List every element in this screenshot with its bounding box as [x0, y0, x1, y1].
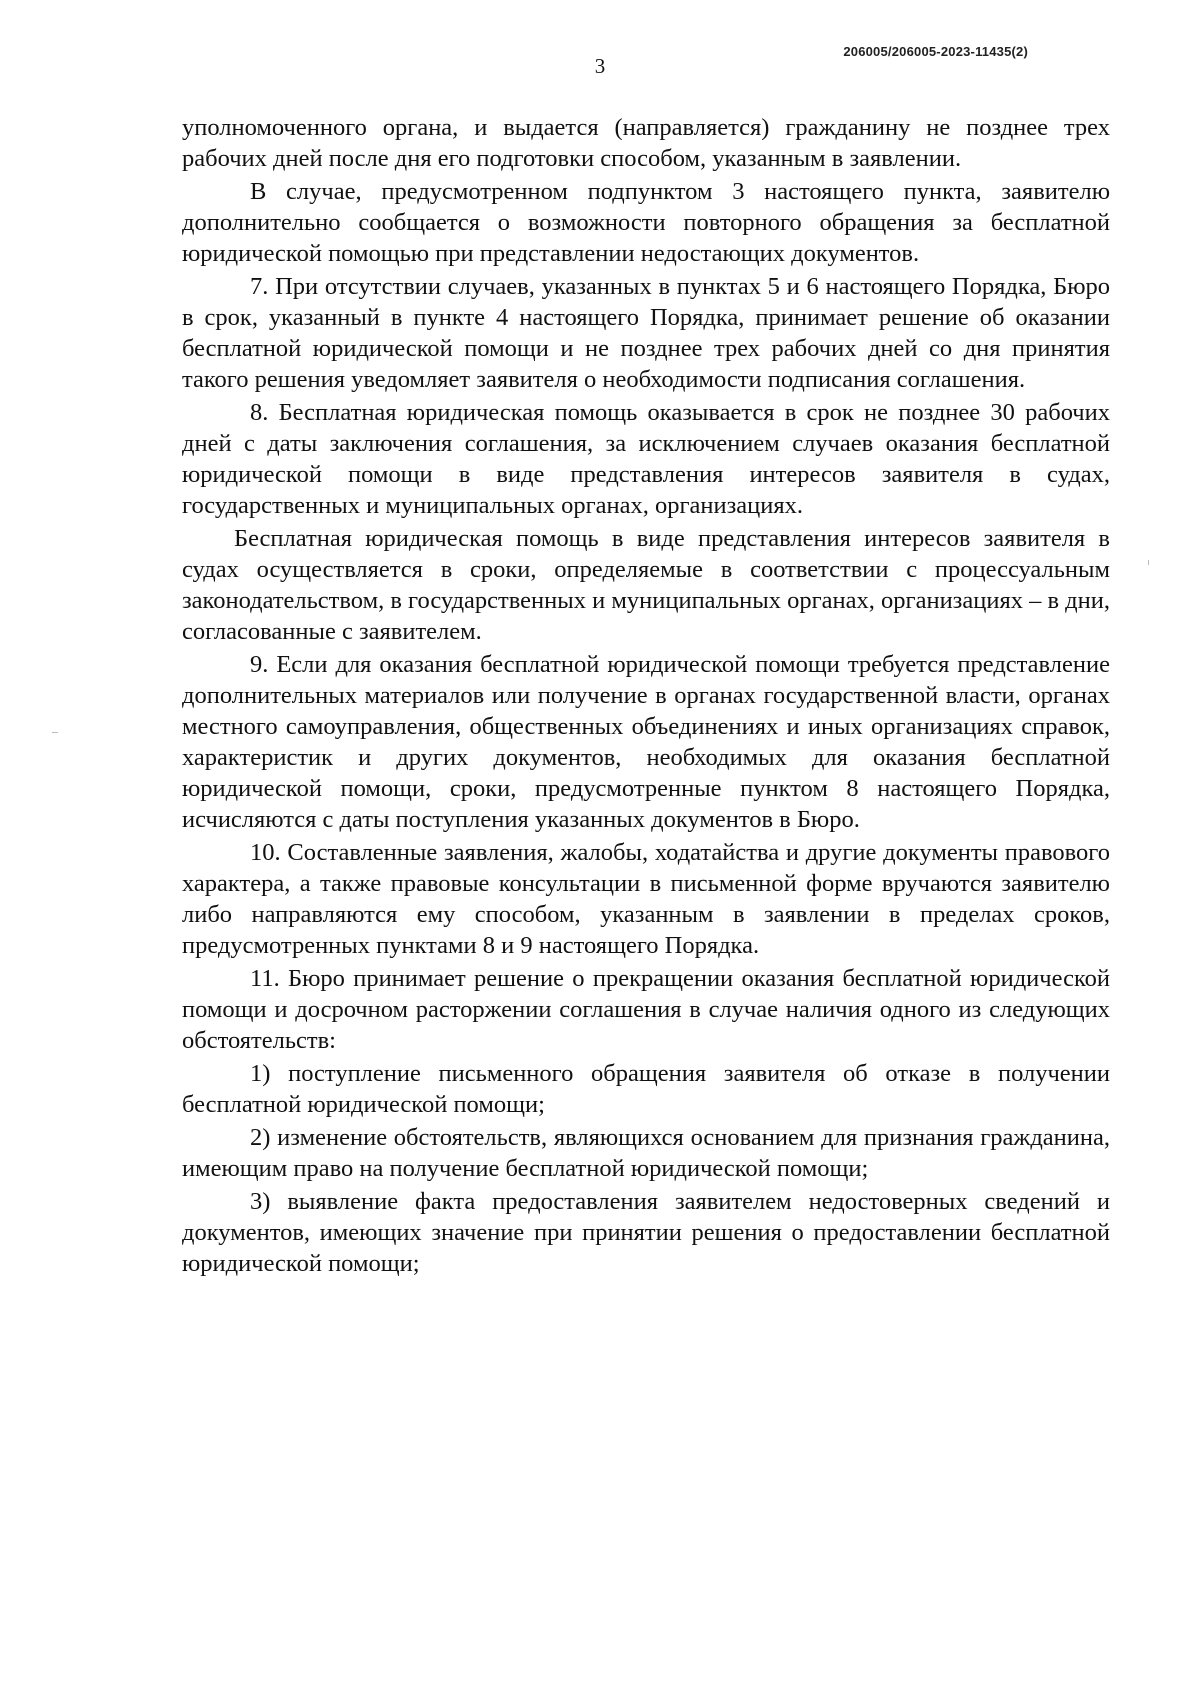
list-item-3: 3) выявление факта предоставления заявителем недостоверных сведений и документов, имеющих значение при принятии решения о предоставлении бесплатной юридической помощи;: [182, 1188, 1110, 1277]
document-id: 206005/206005-2023-11435(2): [843, 44, 1028, 59]
paragraph-7: 7. При отсутствии случаев, указанных в пунктах 5 и 6 настоящего Порядка, Бюро в срок, указанный в пункте 4 настоящего Порядка, принимает решение об оказании бесплатной юридической помощи и не позднее трех рабочих дней со дня принятия такого решения уведомляет заявителя о необходимости подписания соглашения.: [182, 273, 1110, 393]
paragraph-continuation: уполномоченного органа, и выдается (направляется) гражданину не позднее трех рабочих дней после дня его подготовки способом, указанным в заявлении.: [182, 114, 1110, 172]
paragraph-9: 9. Если для оказания бесплатной юридической помощи требуется представление дополнительных материалов или получение в органах государственной власти, органах местного самоуправления, общественных объединениях и иных организациях справок, характеристик и других документов, необходимых для оказания бесплатной юридической помощи, сроки, предусмотренные пунктом 8 настоящего Порядка, исчисляются с даты поступления указанных документов в Бюро.: [182, 651, 1110, 833]
document-body: [182, 112, 1110, 1281]
paragraph-11: 11. Бюро принимает решение о прекращении оказания бесплатной юридической помощи и досрочном расторжении соглашения в случае наличия одного из следующих обстоятельств:: [182, 965, 1110, 1054]
list-item-2: 2) изменение обстоятельств, являющихся основанием для признания гражданина, имеющим право на получение бесплатной юридической помощи;: [182, 1124, 1110, 1182]
page-number: 3: [594, 54, 606, 78]
list-item-1: 1) поступление письменного обращения заявителя об отказе в получении бесплатной юридической помощи;: [182, 1060, 1110, 1118]
paragraph-10: 10. Составленные заявления, жалобы, ходатайства и другие документы правового характера, а также правовые консультации в письменной форме вручаются заявителю либо направляются ему способом, указанным в заявлении в пределах сроков, предусмотренных пунктами 8 и 9 настоящего Порядка.: [182, 839, 1110, 959]
paragraph-8: 8. Бесплатная юридическая помощь оказывается в срок не позднее 30 рабочих дней с даты заключения соглашения, за исключением случаев оказания бесплатной юридической помощи в виде представления интересов заявителя в судах, государственных и муниципальных органах, организациях.: [182, 399, 1110, 519]
scan-speck: [52, 732, 58, 733]
paragraph-case-3: В случае, предусмотренном подпунктом 3 настоящего пункта, заявителю дополнительно сообщается о возможности повторного обращения за бесплатной юридической помощью при представлении недостающих документов.: [182, 178, 1110, 267]
paragraph-8-continuation: Бесплатная юридическая помощь в виде представления интересов заявителя в судах осуществляется в сроки, определяемые в соответствии с процессуальным законодательством, в государственных и муниципальных органах, организациях – в дни, согласованные с заявителем.: [182, 525, 1110, 645]
scan-speck: [1148, 560, 1149, 565]
